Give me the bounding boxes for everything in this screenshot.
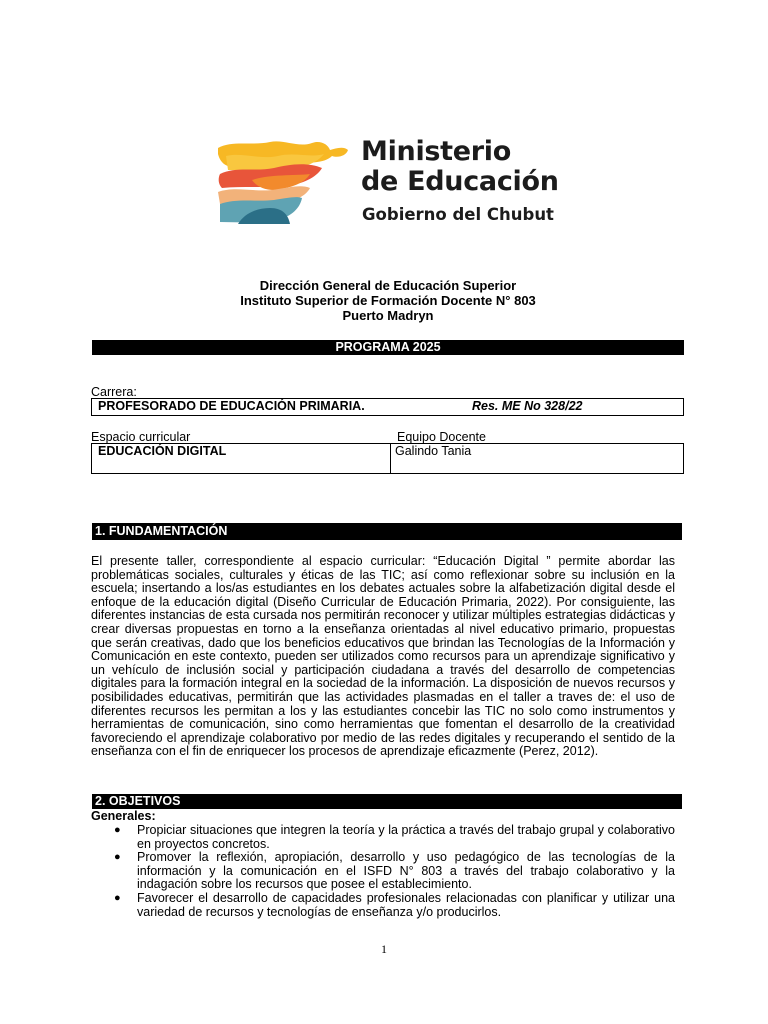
equipo-value: Galindo Tania — [395, 444, 472, 458]
list-item — [91, 824, 675, 851]
list-item — [91, 851, 675, 892]
table-divider — [390, 443, 391, 473]
objetivos-generales-label: Generales: — [91, 809, 156, 823]
bullet-icon: ● — [114, 824, 121, 836]
programa-heading-text: PROGRAMA 2025 — [335, 340, 441, 354]
list-item — [91, 892, 675, 919]
equipo-label: Equipo Docente — [397, 430, 486, 444]
carrera-label: Carrera: — [91, 385, 137, 399]
bullet-icon: ● — [114, 851, 121, 864]
fundamentacion-paragraph: El presente taller, correspondiente al espacio curricular: “Educación Digital ” permite abordar las problemáticas sociales, culturales y éticas de las TIC; así como reflexionar sobre su inclusión en la escuela; insertando a los/as estudiantes en los debates actuales sobre la alfabetización digital desde el enfoque de la educación digital (Diseño Curricular de Educación Primaria, 2022). Por consiguiente, las diferentes instancias de esta cursada nos permitirán reconocer y utilizar múltiples estrategias didácticas y crear diversas propuestas en torno a la enseñanza orientadas al nivel educativo primario, propuestas que serán creativas, dado que los beneficios educativos que brindan las Tecnologías de la Información y Comunicación en este contexto, pueden ser utilizados como recursos para un aprendizaje significativo y un vehículo de inclusión social y participación ciudadana a través del desarrollo de competencias digitales para la formación integral en la sociedad de la información. La disposición de nuevos recursos y posibilidades educativas, permitirán que las actividades plasmadas en el taller a traves de: el uso de diferentes recursos les permitan a los y las estudiantes concebir las TIC no solo como instrumentos y herramientas de comunicación, sino como herramientas que fomentan el desarrollo de la creatividad favoreciendo el aprendizaje colaborativo por medio de las redes digitales y recuperando el sentido de la enseñanza con el fin de enriquecer los procesos de aprendizaje eficazmente (Perez, 2012). — [91, 554, 675, 759]
logo-title-line1: Ministerio — [361, 136, 512, 167]
espacio-value: EDUCACIÓN DIGITAL — [98, 444, 227, 458]
header-instituto: Instituto Superior de Formación Docente N° 803 — [240, 293, 536, 308]
header-direccion: Dirección General de Educación Superior — [259, 278, 517, 293]
objetivo-text: Favorecer el desarrollo de capacidades profesionales relacionadas con planificar y utilizar una variedad de recursos y tecnologías de enseñanza y/o producirlos. — [137, 890, 675, 919]
objetivo-text: Promover la reflexión, apropiación, desarrollo y uso pedagógico de las tecnologías de la información y la comunicación en el ISFD N° 803 a través del trabajo colaborativo y la indagación sobre los recursos que posee el establecimiento. — [137, 850, 675, 892]
header-localidad: Puerto Madryn — [342, 308, 434, 323]
section-fundamentacion-title: 1. FUNDAMENTACIÓN — [95, 524, 228, 538]
espacio-label: Espacio curricular — [91, 430, 191, 444]
programa-heading — [92, 340, 684, 355]
logo-subtitle: Gobierno del Chubut — [362, 205, 554, 224]
section-fundamentacion-heading — [92, 523, 682, 540]
logo-title-line2: de Educación — [361, 166, 559, 197]
carrera-name: PROFESORADO DE EDUCACIÓN PRIMARIA. — [98, 399, 365, 413]
page-number: 1 — [381, 942, 387, 956]
bullet-icon: ● — [114, 891, 121, 904]
carrera-resolution: Res. ME No 328/22 — [472, 399, 583, 413]
ministerio-logo-icon — [212, 140, 350, 224]
objetivos-list — [91, 824, 675, 919]
objetivo-text: Propiciar situaciones que integren la teoría y la práctica a través del trabajo grupal y colaborativo en proyectos concretos. — [137, 823, 675, 851]
section-objetivos-heading — [92, 794, 682, 809]
section-objetivos-title: 2. OBJETIVOS — [95, 794, 181, 808]
